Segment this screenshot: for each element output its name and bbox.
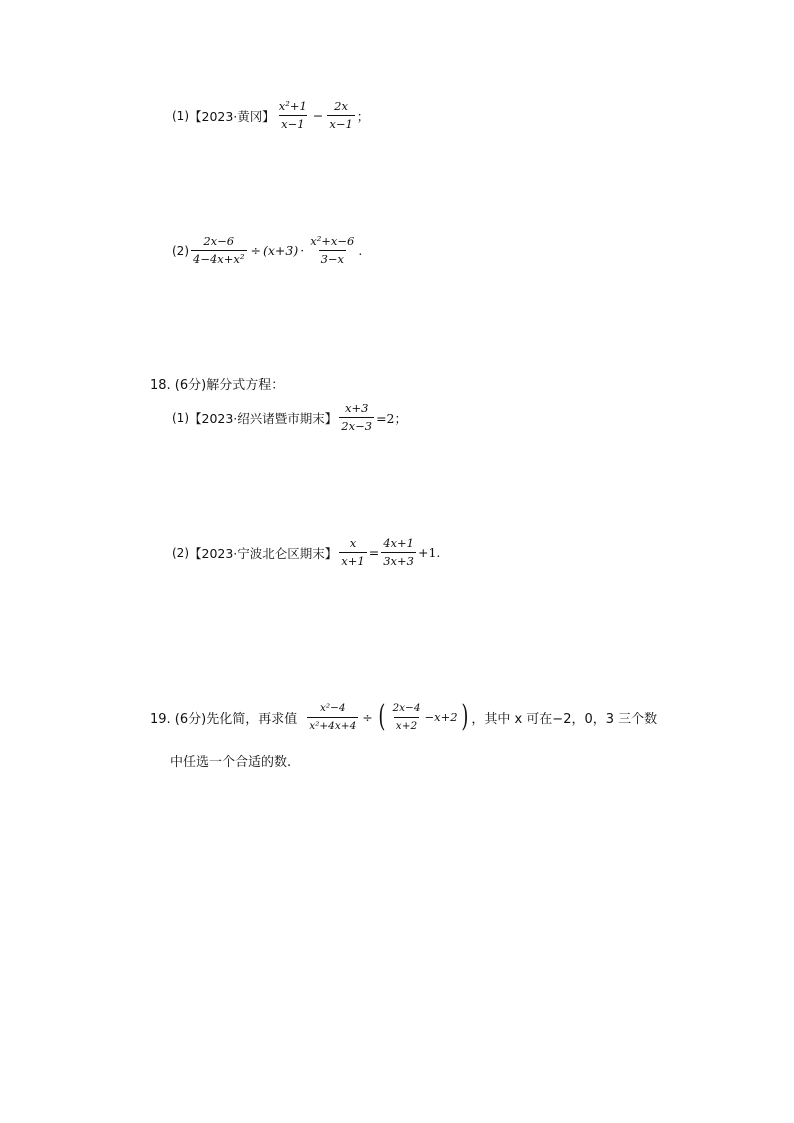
- fraction-numerator: x²+1: [278, 99, 307, 113]
- fraction-denominator: 2x−3: [341, 419, 373, 434]
- fraction-numerator: x: [349, 536, 357, 550]
- left-paren: (: [378, 699, 386, 734]
- fraction-denominator: x+2: [394, 717, 419, 732]
- equals-sign: =: [368, 545, 380, 561]
- q18-part2: [172, 537, 440, 568]
- q19-line1: [150, 699, 658, 734]
- q18-part2-fraction-2: [381, 537, 416, 568]
- q18-part1: [172, 402, 407, 433]
- q18-header: [150, 374, 284, 393]
- q18-part1-fraction: [339, 402, 374, 433]
- fraction-denominator: 3x+3: [383, 554, 414, 569]
- q18-part2-label: (2): [172, 545, 189, 560]
- multiply-dot: ·: [300, 243, 305, 259]
- q18-part2-tail: +1.: [418, 545, 441, 561]
- q17-part2-middle-term: (x+3): [262, 243, 299, 259]
- q17-part1-fraction-2: [327, 100, 354, 131]
- fraction-numerator: 2x−4: [392, 702, 421, 715]
- fraction-denominator: 4−4x+x²: [193, 252, 245, 267]
- minus-sign: −: [312, 108, 324, 124]
- fraction-denominator: x+1: [341, 554, 365, 569]
- q19-lead: 19. (6分)先化简，再求值: [150, 711, 298, 727]
- fraction-numerator: x+3: [344, 401, 369, 415]
- q17-part1: [172, 100, 369, 131]
- q18-part1-label: (1): [172, 410, 189, 425]
- q17-part1-label: (1): [172, 108, 189, 123]
- q17-part2-label: (2): [172, 243, 189, 258]
- q18-part1-source: 【2023·绍兴诸暨市期末】: [189, 410, 338, 426]
- divide-sign: ÷: [250, 243, 261, 259]
- punctuation: .: [358, 243, 363, 259]
- q19-after-text: ，其中 x 可在−2，0，3 三个数: [471, 711, 658, 727]
- q17-part1-source: 【2023·黄冈】: [189, 108, 275, 124]
- q19-line2-text: 中任选一个合适的数.: [170, 755, 292, 770]
- q18-part1-rhs: =2；: [376, 410, 407, 426]
- q19-line2: [170, 751, 291, 770]
- fraction-denominator: x²+4x+4: [307, 717, 358, 732]
- q18-part2-fraction-1: [339, 537, 366, 568]
- q17-part2-fraction-2: [308, 235, 356, 266]
- q19-fraction-2: [390, 702, 422, 731]
- fraction-denominator: x−1: [329, 117, 353, 132]
- fraction-numerator: x²−4: [319, 702, 346, 715]
- fraction-denominator: 3−x: [320, 252, 345, 267]
- q19-tail-expression: −x+2: [424, 710, 458, 724]
- punctuation: ；: [356, 108, 370, 124]
- right-paren: ): [460, 699, 468, 734]
- q17-part2: [172, 235, 362, 266]
- q17-part2-fraction-1: [191, 235, 247, 266]
- fraction-numerator: 2x−6: [203, 234, 235, 248]
- fraction-denominator: x−1: [281, 117, 305, 132]
- fraction-numerator: x²+x−6: [310, 234, 355, 248]
- q17-part1-fraction-1: [277, 100, 309, 131]
- q19-fraction-1: [307, 702, 358, 731]
- fraction-numerator: 2x: [334, 99, 348, 113]
- q18-header-text: 18. (6分)解分式方程：: [150, 378, 285, 393]
- q18-part2-source: 【2023·宁波北仑区期末】: [189, 545, 338, 561]
- divide-sign: ÷: [362, 709, 373, 725]
- fraction-numerator: 4x+1: [383, 536, 414, 550]
